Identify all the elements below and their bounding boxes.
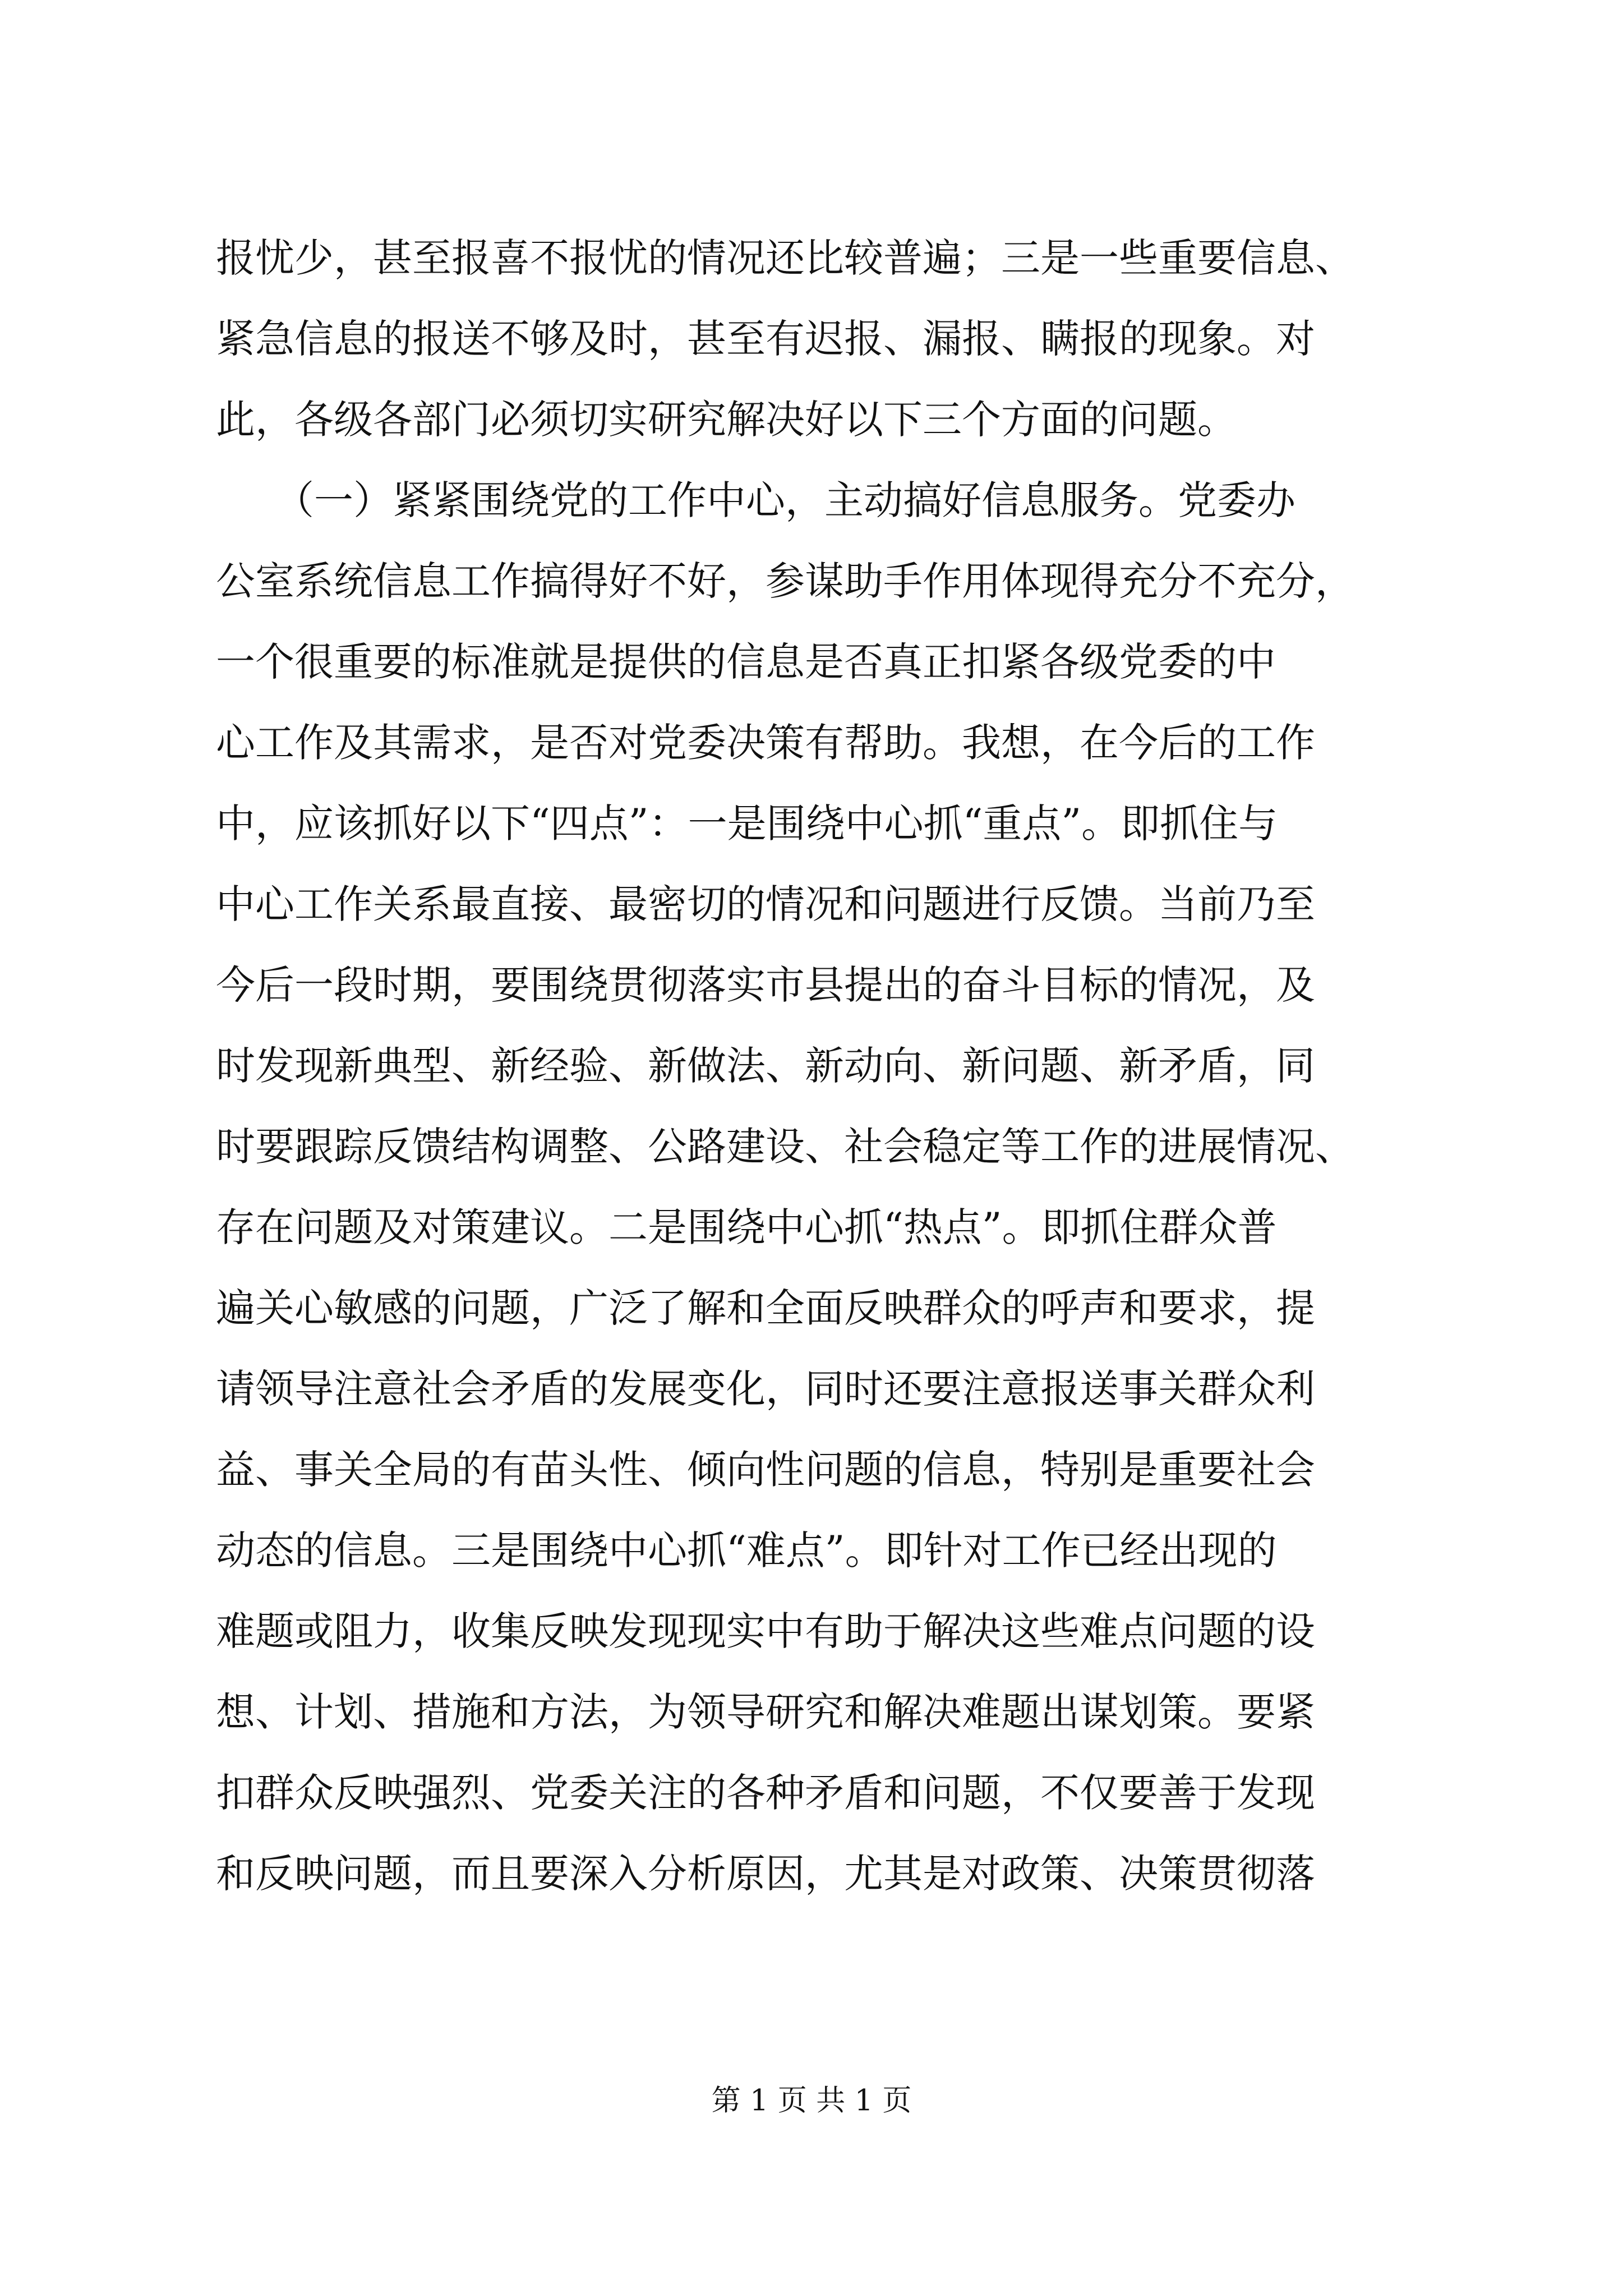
text-line: 存在问题及对策建议。二是围绕中心抓“热点”。即抓住群众普 [216,1204,1277,1250]
text-line: 和反映问题，而且要深入分析原因，尤其是对政策、决策贯彻落 [216,1851,1315,1897]
text-line: 中，应该抓好以下“四点”：一是围绕中心抓“重点”。即抓住与 [216,800,1278,846]
text-line: 一个很重要的标准就是提供的信息是否真正扣紧各级党委的中 [216,639,1276,685]
text-line: 此，各级各部门必须切实研究解决好以下三个方面的问题。 [216,397,1237,443]
text-line: 心工作及其需求，是否对党委决策有帮助。我想，在今后的工作 [216,720,1315,766]
text-line: 扣群众反映强烈、党委关注的各种矛盾和问题，不仅要善于发现 [216,1770,1315,1816]
text-line: 中心工作关系最直接、最密切的情况和问题进行反馈。当前乃至 [216,881,1315,927]
page-number-footer: 第 1 页 共 1 页 [711,2084,912,2118]
text-line: 遍关心敏感的问题，广泛了解和全面反映群众的呼声和要求，提 [216,1285,1315,1331]
text-line: 难题或阻力，收集反映发现现实中有助于解决这些难点问题的设 [216,1608,1315,1654]
text-line: 报忧少，甚至报喜不报忧的情况还比较普遍；三是一些重要信息、 [216,235,1354,281]
text-line: 紧急信息的报送不够及时，甚至有迟报、漏报、瞒报的现象。对 [216,316,1315,362]
body-text [216,218,1408,1914]
text-line: 想、计划、措施和方法，为领导研究和解决难题出谋划策。要紧 [216,1689,1315,1735]
text-line: 动态的信息。三是围绕中心抓“难点”。即针对工作已经出现的 [216,1527,1277,1573]
text-line: 时发现新典型、新经验、新做法、新动向、新问题、新矛盾，同 [216,1043,1315,1089]
text-line: （一）紧紧围绕党的工作中心，主动搞好信息服务。党委办 [216,477,1295,523]
text-line: 请领导注意社会矛盾的发展变化，同时还要注意报送事关群众利 [216,1366,1315,1412]
text-line: 时要跟踪反馈结构调整、公路建设、社会稳定等工作的进展情况、 [216,1124,1354,1170]
text-line: 今后一段时期，要围绕贯彻落实市县提出的奋斗目标的情况，及 [216,962,1315,1008]
text-line: 公室系统信息工作搞得好不好，参谋助手作用体现得充分不充分， [216,558,1354,604]
text-line: 益、事关全局的有苗头性、倾向性问题的信息，特别是重要社会 [216,1447,1315,1493]
